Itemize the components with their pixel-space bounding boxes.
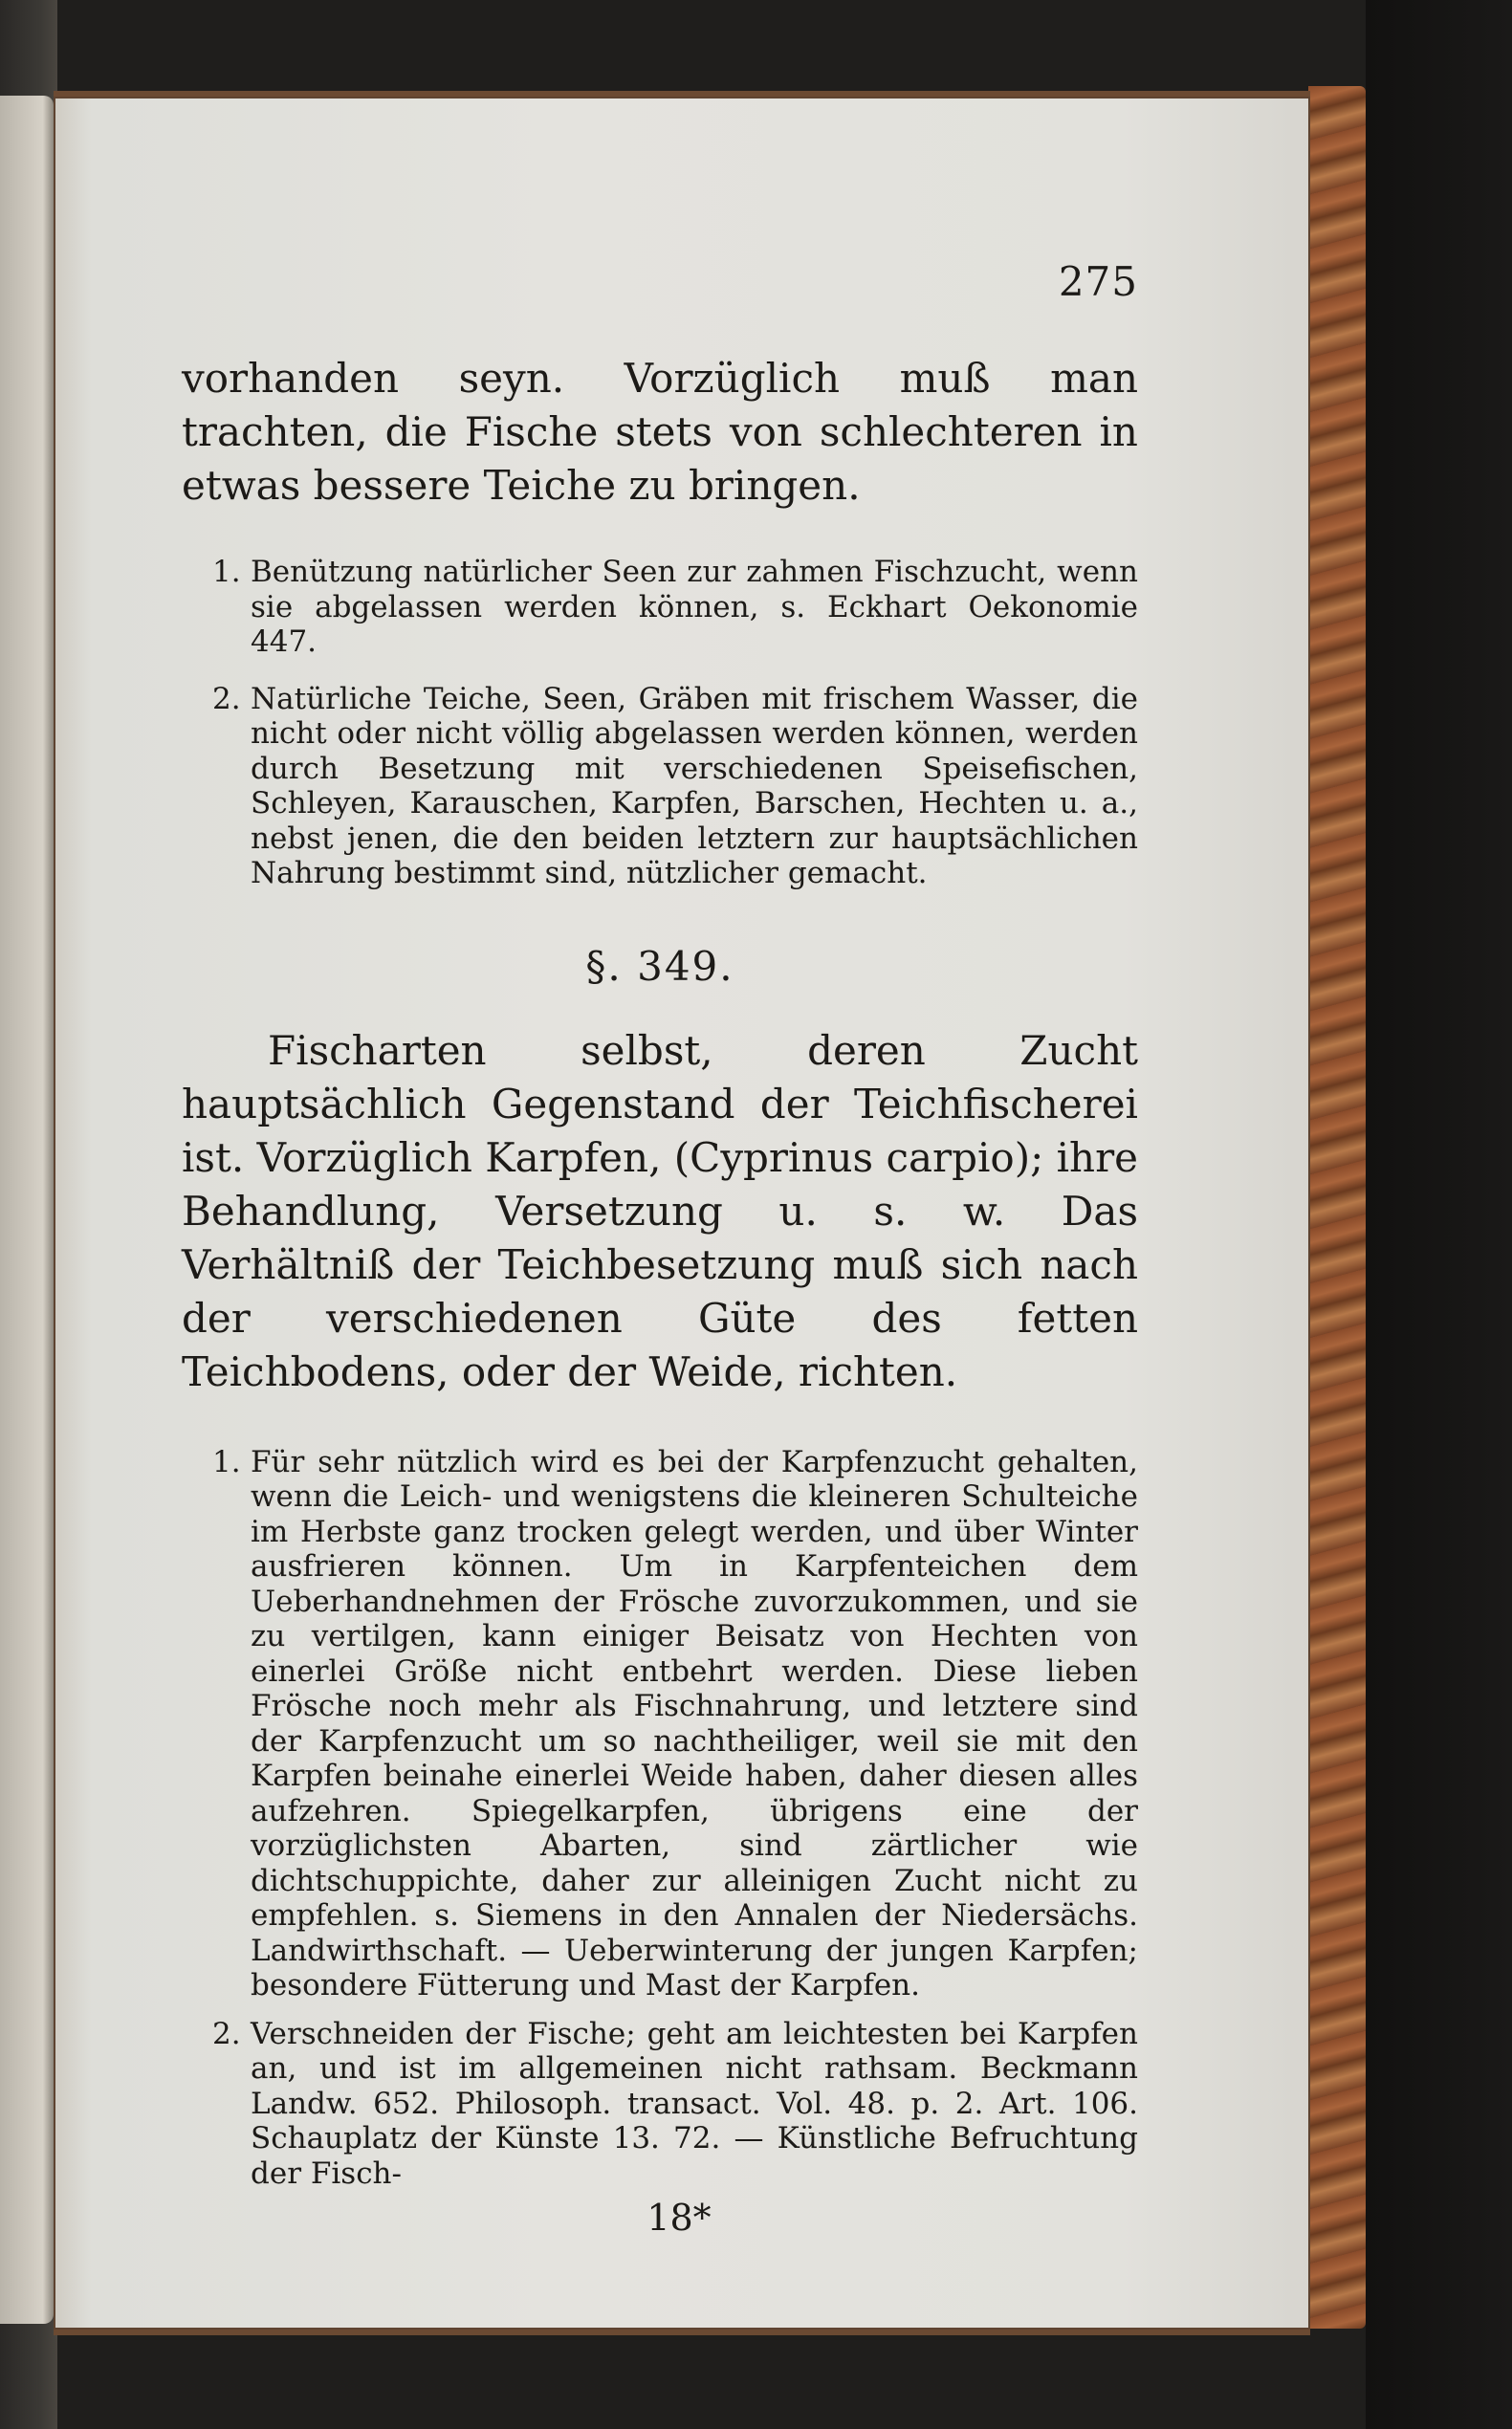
- section-heading: §. 349.: [585, 942, 734, 990]
- section-paragraph: Fischarten selbst, deren Zucht hauptsächlich Gegenstand der Teichfischerei ist. Vorzüglich Karpfen, (Cyprinus carpio); ihre Behandlung, Versetzung u. s. w. Das Verhältniß der Teichbesetzung muß sich nach der verschiedenen Güte des fetten Teichbodens, oder der Weide, richten.: [182, 1026, 1138, 1395]
- note-text: Für sehr nützlich wird es bei der Karpfenzucht gehalten, wenn die Leich- und wenigstens die kleineren Schulteiche im Herbste ganz trocken gelegt werden, und über Winter ausfrieren können. Um in Karpfenteichen dem Ueberhandnehmen der Frösche zuvorzukommen, und sie zu vertilgen, kann einiger Beisatz von Hechten von einerlei Größe nicht entbehrt werden. Diese lieben Frösche noch mehr als Fischnahrung, und letztere sind der Karpfenzucht um so nachtheiliger, weil sie mit den Karpfen beinahe einerlei Weide haben, daher diesen alles aufzehren. Spiegelkarpfen, übrigens eine der vorzüglichsten Abarten, sind zärtlicher wie dichtschuppichte, daher zur alleinigen Zucht nicht zu empfehlen. s. Siemens in den Annalen der Niedersächs. Landwirthschaft. — Ueberwinterung der jungen Karpfen; besondere Fütterung und Mast der Karpfen.: [251, 1444, 1138, 2002]
- note-item: [182, 1445, 1138, 2003]
- page-number: 275: [1058, 258, 1138, 305]
- note-number: 2.: [212, 2016, 241, 2051]
- note-item: [182, 682, 1138, 891]
- facing-page-edge: [0, 96, 54, 2324]
- note-text: Verschneiden der Fische; geht am leichtesten bei Karpfen an, und ist im allgemeinen nicht rathsam. Beckmann Landw. 652. Philosoph. transact. Vol. 48. p. 2. Art. 106. Schauplatz der Künste 13. 72. — Künstliche Befruchtung der Fisch-: [251, 2016, 1138, 2191]
- note-text: Benützung natürlicher Seen zur zahmen Fischzucht, wenn sie abgelassen werden können, s. Eckhart Oekonomie 447.: [251, 555, 1138, 659]
- book-cover-edge: [1308, 86, 1366, 2329]
- notes-block-1: [182, 555, 1138, 891]
- note-number: 2.: [212, 681, 241, 716]
- page-content: [182, 258, 1138, 2239]
- note-number: 1.: [212, 1444, 241, 1479]
- note-item: [182, 555, 1138, 660]
- note-number: 1.: [212, 555, 241, 589]
- opening-paragraph: vorhanden seyn. Vorzüglich muß man trachten, die Fische stets von schlechteren in etwas bessere Teiche zu bringen.: [182, 355, 1138, 509]
- note-text: Natürliche Teiche, Seen, Gräben mit frischem Wasser, die nicht oder nicht völlig abgelassen werden können, werden durch Besetzung mit verschiedenen Speisefischen, Schleyen, Karauschen, Karpfen, Barschen, Hechten u. a., nebst jenen, die den beiden letztern zur hauptsächlichen Nahrung bestimmt sind, nützlicher gemacht.: [251, 681, 1138, 890]
- notes-block-2: [182, 1445, 1138, 2192]
- scan-background-right: [1366, 0, 1512, 2429]
- signature-mark: 18*: [646, 2197, 712, 2239]
- note-item: [182, 2017, 1138, 2192]
